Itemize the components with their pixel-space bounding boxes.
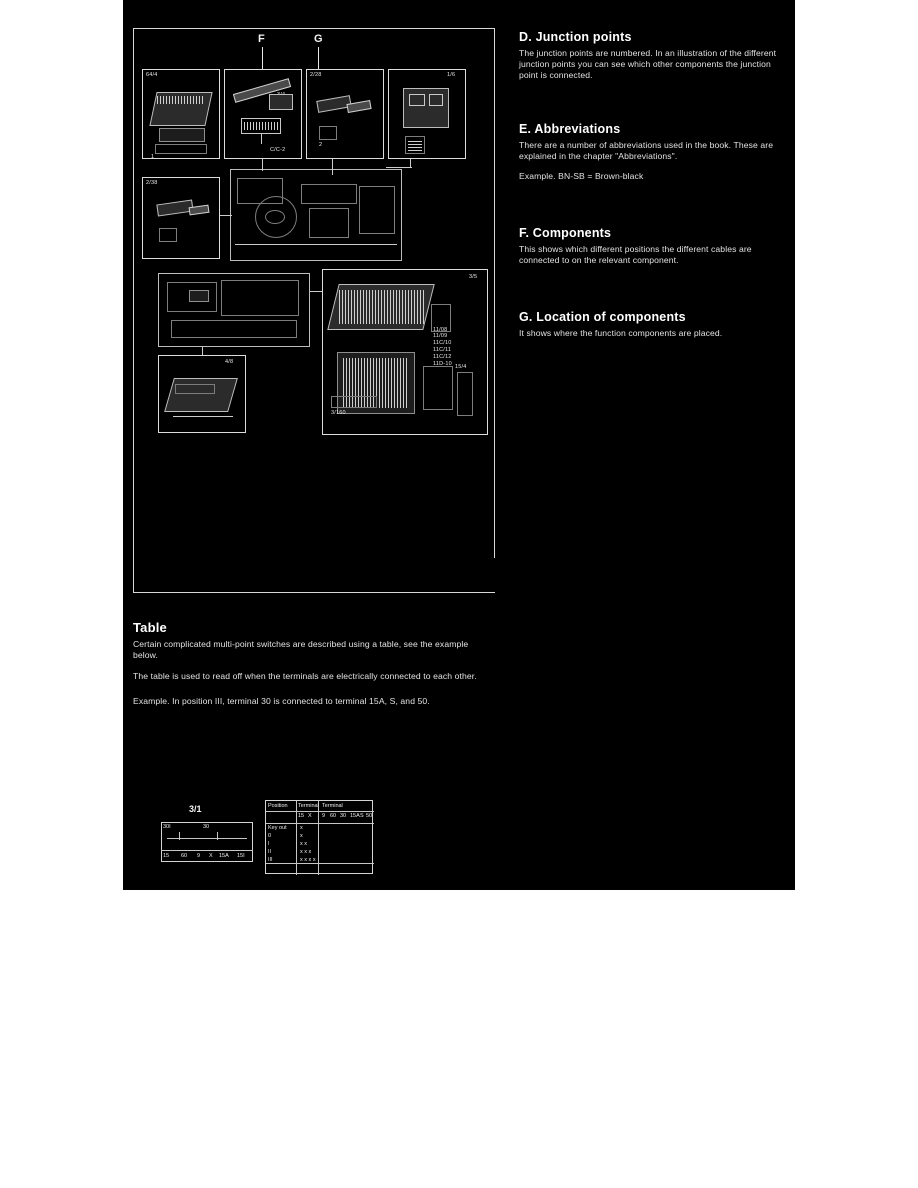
component-subnote-1: 1 [151, 154, 155, 160]
scanned-page [123, 0, 795, 890]
location-heading: G. Location of components [519, 310, 686, 325]
floor-outline [171, 320, 297, 338]
fusebox-fuse-rows [339, 290, 425, 324]
component-label-15-4: 15/4 [455, 364, 467, 370]
switch-bottom-15: 15 [163, 853, 170, 859]
table-paragraph-3: Example. In position III, terminal 30 is connected to terminal 15A, S, and 50. [133, 696, 430, 706]
figure-frame [133, 28, 495, 593]
label-11c-10: 11C/10 [433, 340, 452, 346]
label-11c-12: 11C/12 [433, 354, 452, 360]
component-label-2-38: 2/38 [146, 180, 158, 186]
dashboard-sketch [230, 169, 402, 261]
harness-connector [423, 366, 453, 410]
table-marks-i: x x [300, 841, 308, 847]
label-11-09: 11/09 [433, 333, 448, 339]
junction-points-heading: D. Junction points [519, 30, 632, 44]
dash-base-line [235, 244, 397, 245]
leader-1-6 [410, 159, 411, 167]
table-sub-s: S [360, 813, 364, 819]
center-console [309, 208, 349, 238]
switch-plug-2 [159, 228, 177, 242]
abbreviations-paragraph: There are a number of abbreviations used in the book. These are explained in the chapter "Abbreviations". [519, 139, 774, 161]
section-components [519, 226, 789, 266]
component-label-2-28: 2/28 [310, 72, 322, 78]
label-11-08: 11/08 [433, 327, 448, 333]
leader-4-8 [202, 347, 203, 355]
table-rule-3 [266, 863, 374, 864]
table-marks-0: x [300, 833, 303, 839]
connector-strip [457, 372, 473, 416]
table-rule-2 [266, 823, 374, 824]
switch-terminal-30: 30 [203, 824, 210, 830]
switch-pole-1 [179, 832, 180, 840]
label-11c-11: 11C/11 [433, 347, 452, 353]
table-row-key-out: Key out [268, 825, 287, 831]
leader-2-38 [220, 215, 232, 216]
cabin-outline [221, 280, 299, 316]
table-row-ii: II [268, 849, 272, 855]
component-label-3-160: 3/160 [331, 410, 346, 416]
component-box-4 [388, 69, 466, 159]
right-column [519, 30, 789, 349]
component-label-64-4: 64/4 [146, 72, 158, 78]
section-abbreviations [519, 122, 789, 183]
component-label-cc2: C/C-2 [270, 147, 286, 153]
table-header-position: Position [268, 803, 288, 809]
component-label-3-5: 3/5 [469, 274, 478, 280]
table-sub-15: 15 [298, 813, 305, 819]
switch-table-diagram [153, 800, 413, 880]
table-sub-50: 50 [366, 813, 373, 819]
control-module-top [175, 384, 215, 394]
vehicle-top-view [158, 273, 310, 347]
junction-points-paragraph: The junction points are numbered. In an illustration of the different junction points you can see which other components the junction point is connected. [519, 48, 777, 81]
abbreviations-heading: E. Abbreviations [519, 121, 621, 136]
stalk-connector-pins [244, 122, 278, 130]
ecu-port-a [409, 94, 425, 106]
connector-block [331, 396, 377, 408]
table-marks-key-out: x [300, 825, 303, 831]
leader-2-28 [332, 159, 333, 175]
relay-base [159, 128, 205, 142]
table-row-iii: III [268, 857, 273, 863]
switch-bottom-15i: 15I [237, 853, 245, 859]
table-marks-ii: x x x [300, 849, 312, 855]
switch-symbol-label: 3/1 [189, 804, 202, 814]
table-row-0: 0 [268, 833, 272, 839]
section-junction-points [519, 30, 789, 82]
ecu-connector-pins [408, 139, 422, 151]
sensor-plug [319, 126, 337, 140]
component-box-6 [158, 355, 246, 433]
location-paragraph: It shows where the function components are placed. [519, 328, 723, 339]
table-heading: Table [133, 620, 167, 635]
component-label-4-8: 4/8 [225, 359, 234, 365]
switch-bottom-x: X [209, 853, 213, 859]
table-paragraph-1: Certain complicated multi-point switches are described using a table, see the example below. [133, 639, 469, 660]
steering-hub [265, 210, 285, 224]
component-box-fusebox [322, 269, 488, 435]
table-header-terminal-2: Terminal [322, 803, 343, 809]
relay-shadow [155, 144, 207, 154]
component-box-2 [224, 69, 302, 159]
callout-f-leader [262, 47, 263, 69]
abbreviations-example: Example. BN-SB = Brown-black [519, 170, 644, 181]
switch-pole-2 [217, 832, 218, 840]
table-sub-x: X [308, 813, 312, 819]
switch-bottom-15a: 15A [219, 853, 229, 859]
callout-g-leader [318, 47, 319, 69]
center-console-top [301, 184, 357, 204]
label-11d-10: 11D-10 [433, 361, 452, 367]
table-sub-9: 9 [322, 813, 326, 819]
table-sub-60: 60 [330, 813, 337, 819]
switch-divider [161, 850, 253, 851]
leader-fusebox [310, 291, 322, 292]
table-sub-15a: 15A [350, 813, 360, 819]
table-paragraph-2: The table is used to read off when the terminals are electrically connected to each other. [133, 671, 477, 681]
callout-letter-g: G [314, 33, 324, 45]
components-heading: F. Components [519, 226, 612, 241]
switch-terminal-30i: 30I [163, 824, 171, 830]
component-box-3 [306, 69, 384, 159]
ecu-port-b [429, 94, 443, 106]
component-box-1 [142, 69, 220, 159]
component-label-1-6: 1/6 [447, 72, 456, 78]
switch-tip-2 [189, 205, 210, 216]
table-section [133, 620, 483, 717]
table-col-1 [296, 801, 297, 875]
control-module-base [173, 416, 233, 417]
callout-letter-f: F [258, 33, 266, 45]
components-paragraph: This shows which different positions the different cables are connected to on the relevant component. [519, 244, 752, 266]
table-col-2 [318, 801, 319, 875]
table-marks-iii: x x x x [300, 857, 316, 863]
figure-illustration [134, 29, 495, 592]
leader-1-6-h [386, 167, 412, 168]
relay-pins-hatch [157, 96, 205, 104]
table-rule-1 [266, 811, 374, 812]
stalk-switch-body [269, 94, 293, 110]
stalk-lead [261, 134, 262, 144]
switch-bottom-9: 9 [197, 853, 201, 859]
component-subnote-3: 2 [319, 142, 323, 148]
table-sub-30: 30 [340, 813, 347, 819]
section-location-of-components [519, 310, 789, 339]
engine-block [189, 290, 209, 302]
table-row-i: I [268, 841, 270, 847]
leader-3-4 [262, 159, 263, 171]
glovebox-area [359, 186, 395, 234]
table-header-terminal-1: Terminal [298, 803, 319, 809]
switch-bottom-60: 60 [181, 853, 188, 859]
component-box-5 [142, 177, 220, 259]
truth-table [265, 800, 373, 874]
